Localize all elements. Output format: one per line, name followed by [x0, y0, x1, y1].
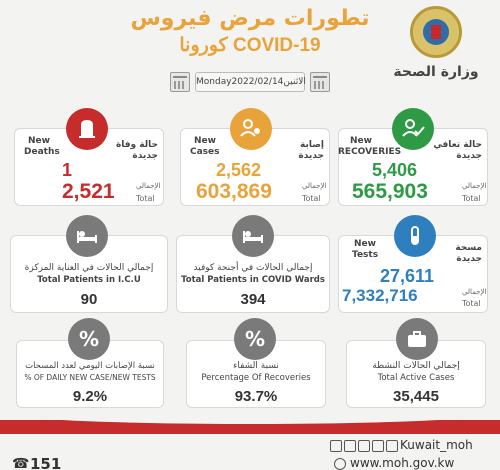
tests-total-en: Total	[462, 299, 481, 308]
twitter-icon	[372, 440, 384, 452]
cases-new: 2,562	[216, 160, 262, 180]
calendar-icon-left	[170, 72, 190, 92]
cases-label-ar: إصابة جديدة	[298, 140, 324, 161]
deaths-label-en-2: Deaths	[24, 147, 60, 157]
date-value: 2022/02/14	[231, 77, 284, 87]
tests-label-ar: مسحة جديدة	[455, 243, 482, 264]
tests-label-en-2: Tests	[352, 250, 379, 260]
recovery-percent-value: 93.7%	[234, 388, 278, 405]
date-bar	[195, 72, 305, 92]
tests-new: 27,611	[380, 266, 435, 286]
deaths-new: 1	[62, 160, 73, 180]
wards-label-ar: إجمالي الحالات في أجنحة كوفيد	[193, 263, 313, 273]
instagram-icon	[358, 440, 370, 452]
recoveries-new: 5,406	[372, 160, 418, 180]
social-handle: Kuwait_moh	[400, 438, 473, 452]
phone-icon: ☎	[12, 456, 30, 470]
calendar-icon-right	[310, 72, 330, 92]
virus-person-icon	[230, 108, 272, 150]
briefcase-icon	[396, 318, 438, 360]
tombstone-icon	[66, 108, 108, 150]
icu-label-ar: إجمالي الحالات في العناية المركزة	[24, 263, 154, 273]
facebook-icon	[330, 440, 342, 452]
deaths-total-ar: الإجمالي	[136, 182, 161, 190]
swab-tube-icon	[394, 215, 436, 257]
snapchat-icon	[344, 440, 356, 452]
cases-total: 603,869	[196, 180, 272, 203]
cases-total-en: Total	[302, 194, 321, 203]
deaths-label-ar: حالة وفاة جديدة	[115, 140, 158, 161]
hospital-bed-icon	[232, 215, 274, 257]
icu-value: 90	[80, 291, 98, 308]
percent-icon: %	[234, 318, 276, 360]
wards-label-en: Total Patients in COVID Wards	[181, 275, 325, 285]
active-value: 35,445	[393, 388, 439, 405]
recovery-percent-label-en: Percentage Of Recoveries	[201, 373, 311, 383]
deaths-label-en-1: New	[28, 136, 50, 146]
daily-percent-label-en: % OF DAILY NEW CASE/NEW TESTS	[24, 373, 156, 382]
recovery-percent-label-ar: نسبة الشفاء	[233, 361, 279, 371]
recoveries-total: 565,903	[352, 180, 428, 203]
icu-label-en: Total Patients in I.C.U	[37, 275, 141, 285]
recoveries-label-en-1: New	[350, 136, 372, 146]
cases-label-en-2: Cases	[190, 147, 220, 157]
website-link[interactable]: www.moh.gov.kw	[350, 456, 455, 470]
page-title-arabic: تطورات مرض فيروس	[130, 6, 370, 31]
icu-bed-icon	[66, 215, 108, 257]
globe-icon	[334, 458, 346, 470]
day-arabic: الاثنين	[283, 77, 306, 87]
day-english: Monday	[196, 77, 232, 87]
wards-value: 394	[240, 291, 266, 308]
check-person-icon	[392, 108, 434, 150]
ministry-logo	[410, 6, 462, 58]
recoveries-total-en: Total	[462, 194, 481, 203]
hotline-number: 151	[30, 455, 62, 470]
ministry-name: وزارة الصحة	[393, 64, 479, 80]
deaths-total-en: Total	[136, 194, 155, 203]
recoveries-total-ar: الإجمالي	[462, 182, 487, 190]
social-icons	[330, 440, 398, 452]
deaths-total: 2,521	[62, 180, 115, 203]
active-label-ar: إجمالي الحالات النشطة	[372, 361, 460, 371]
tests-label-en-1: New	[354, 239, 376, 249]
daily-percent-icon: %	[68, 318, 110, 360]
recoveries-label-en-2: RECOVERIES	[338, 147, 402, 157]
daily-percent-value: 9.2%	[72, 388, 108, 405]
active-label-en: Total Active Cases	[377, 373, 455, 383]
page-title-english: كورونا COVID-19	[179, 35, 321, 56]
cases-label-en-1: New	[194, 136, 216, 146]
recoveries-label-ar: حالة تعافي جديدة	[433, 140, 482, 161]
tests-total: 7,332,716	[342, 286, 418, 305]
daily-percent-label-ar: نسبة الإصابات اليومي لعدد المسحات	[25, 361, 155, 371]
youtube-icon	[386, 440, 398, 452]
tests-total-ar: الإجمالي	[462, 288, 487, 296]
cases-total-ar: الإجمالي	[302, 182, 327, 190]
